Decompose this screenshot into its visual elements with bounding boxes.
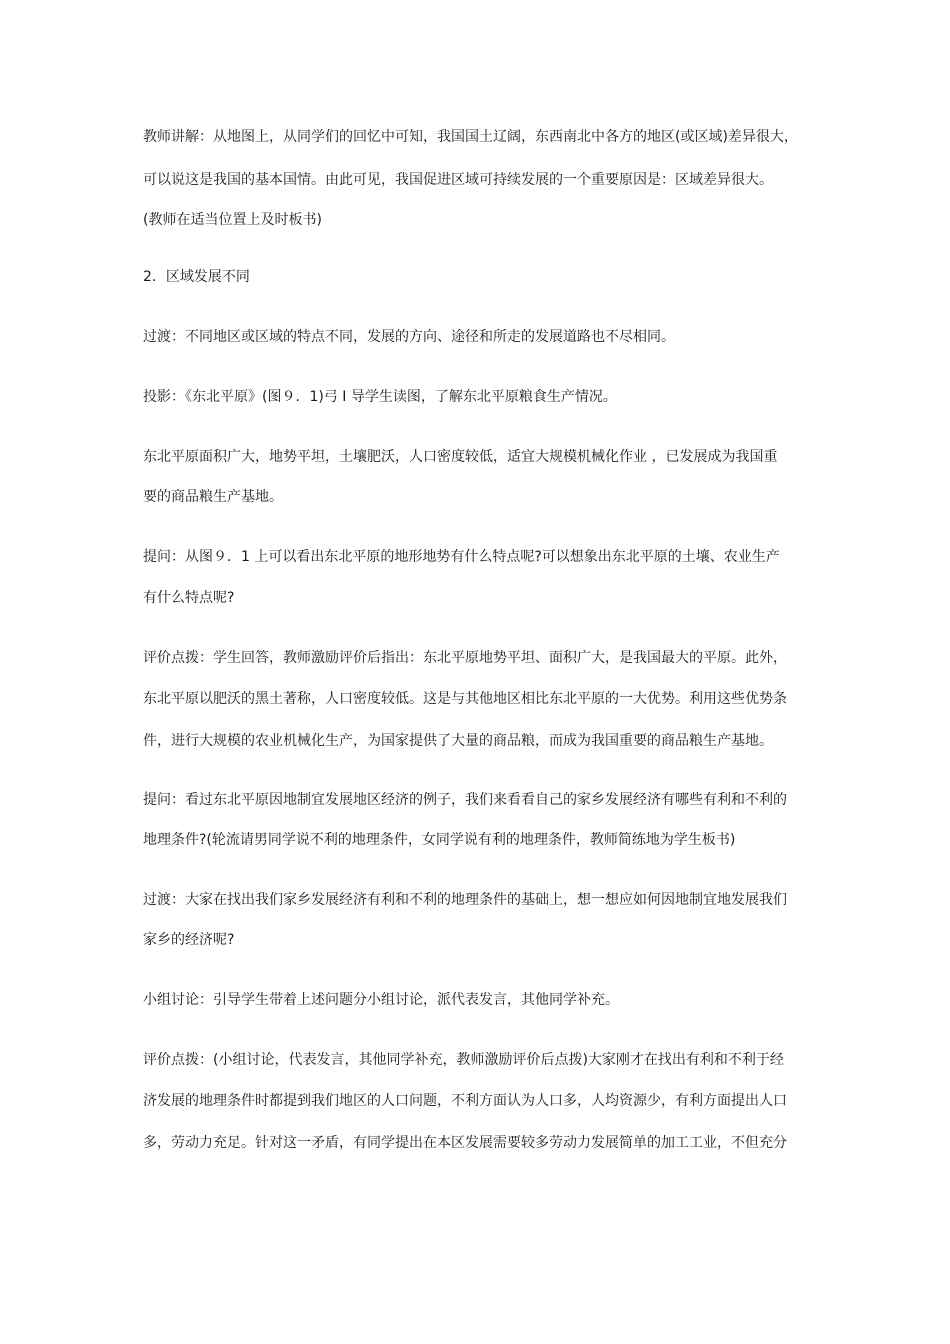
text-line: 家乡的经济呢? xyxy=(143,932,235,948)
text-line: 济发展的地理条件时都提到我们地区的人口问题，不利方面认为人口多，人均资源少，有利方面提出人口 xyxy=(143,1093,787,1109)
text-line: 件，进行大规模的农业机械化生产，为国家提供了大量的商品粮，而成为我国重要的商品粮生产基地。 xyxy=(143,733,773,749)
text-line: 地理条件?(轮流请男同学说不利的地理条件，女同学说有利的地理条件，教师简练地为学生板书) xyxy=(143,832,736,848)
text-line: (教师在适当位置上及时板书) xyxy=(143,212,322,228)
text-line: 评价点拨：学生回答，教师激励评价后指出：东北平原地势平坦、面积广大，是我国最大的平原。此外， xyxy=(143,650,787,666)
text-line: 东北平原以肥沃的黑土著称，人口密度较低。这是与其他地区相比东北平原的一大优势。利用这些优势条 xyxy=(143,691,787,707)
text-line: 小组讨论：引导学生带着上述问题分小组讨论，派代表发言，其他同学补充。 xyxy=(143,992,619,1008)
text-line: 提问：从图９．1 上可以看出东北平原的地形地势有什么特点呢?可以想象出东北平原的土壤、农业生产 xyxy=(143,549,780,565)
text-line: 提问：看过东北平原因地制宜发展地区经济的例子，我们来看看自己的家乡发展经济有哪些有利和不利的 xyxy=(143,792,787,808)
text-line: 有什么特点呢? xyxy=(143,590,235,606)
text-line: 可以说这是我国的基本国情。由此可见，我国促进区域可持续发展的一个重要原因是：区域差异很大。 xyxy=(143,172,773,188)
section-heading: 2．区域发展不同 xyxy=(143,269,250,285)
text-line: 教师讲解：从地图上，从同学们的回忆中可知，我国国土辽阔，东西南北中各方的地区(或区域)差异很大， xyxy=(143,129,798,145)
text-line: 评价点拨：(小组讨论，代表发言，其他同学补充，教师激励评价后点拨)大家刚才在找出有利和不利于经 xyxy=(143,1052,784,1068)
text-line: 过渡：大家在找出我们家乡发展经济有利和不利的地理条件的基础上，想一想应如何因地制宜地发展我们 xyxy=(143,892,787,908)
text-line: 要的商品粮生产基地。 xyxy=(143,489,283,505)
text-line: 东北平原面积广大，地势平坦，土壤肥沃，人口密度较低，适宜大规模机械化作业 ，已发展成为我国重 xyxy=(143,449,778,465)
text-line: 过渡：不同地区或区域的特点不同，发展的方向、途径和所走的发展道路也不尽相同。 xyxy=(143,329,675,345)
text-line: 多，劳动力充足。针对这一矛盾，有同学提出在本区发展需要较多劳动力发展简单的加工工业，不但充分 xyxy=(143,1135,787,1151)
text-line: 投影：《东北平原》(图９．1)弓 I 导学生读图，了解东北平原粮食生产情况。 xyxy=(143,389,617,405)
